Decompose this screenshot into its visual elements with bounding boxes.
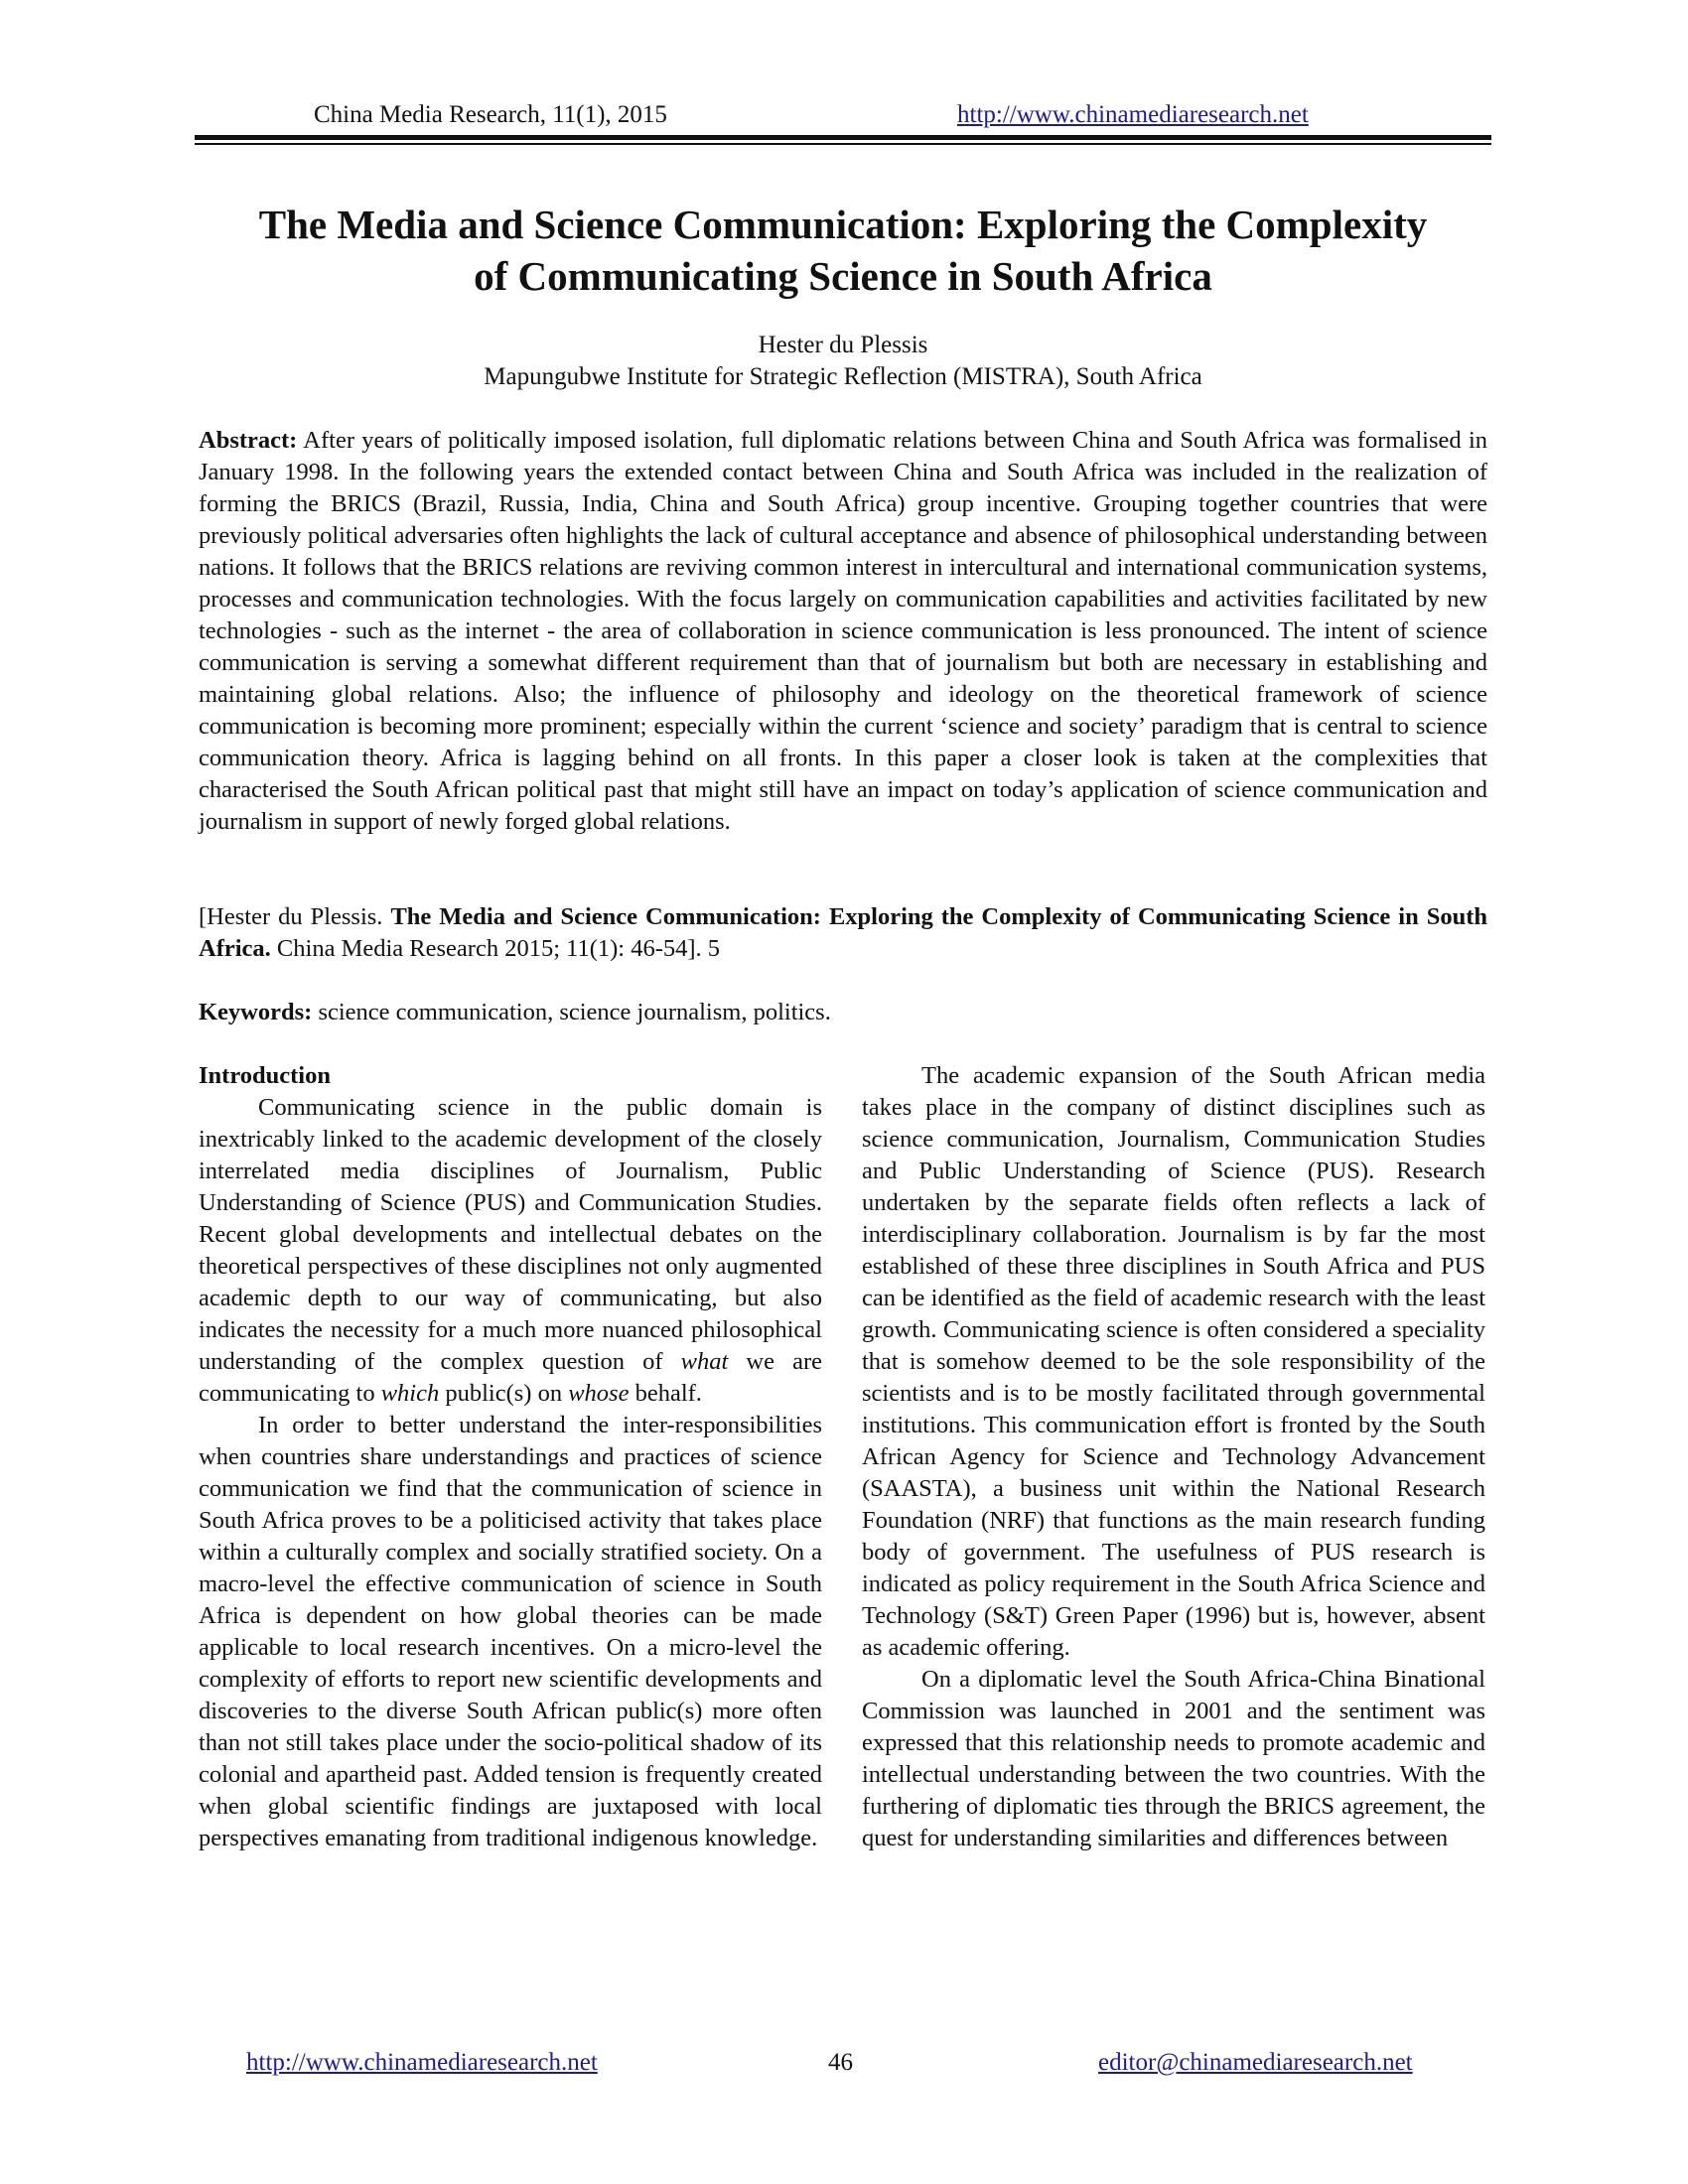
- keywords: [199, 997, 1487, 1028]
- page-number: 46: [828, 2049, 853, 2076]
- abstract-label: Abstract:: [199, 427, 298, 454]
- section-heading-introduction: Introduction: [199, 1062, 331, 1089]
- keywords-text: science communication, science journalism, politics.: [312, 999, 831, 1025]
- paper-title: [195, 199, 1491, 302]
- left-paragraph-1: [199, 1092, 822, 1410]
- right-paragraph-1: The academic expansion of the South African media takes place in the company of distinct disciplines such as science communication, Journalism, Communication Studies and Public Understanding of Science (PUS). Research undertaken by the separate fields often reflects a lack of interdisciplinary collaboration. Journalism is by far the most established of these three disciplines in South Africa and PUS can be identified as the field of academic research with the least growth. Communicating science is often considered a speciality that is somehow deemed to be the sole responsibility of the scientists and is to be mostly facilitated through governmental institutions. This communication effort is fronted by the South African Agency for Science and Technology Advancement (SAASTA), a business unit within the National Research Foundation (NRF) that functions as the main research funding body of government. The usefulness of PUS research is indicated as policy requirement in the South Africa Science and Technology (S&T) Green Paper (1996) but is, however, absent as academic offering.: [862, 1062, 1485, 1661]
- footer-journal-link[interactable]: http://www.chinamediaresearch.net: [246, 2049, 598, 2076]
- running-header: [195, 99, 1491, 135]
- footer-email-link[interactable]: editor@chinamediaresearch.net: [1098, 2049, 1413, 2076]
- journal-citation: China Media Research, 11(1), 2015: [314, 101, 667, 128]
- header-journal-link[interactable]: http://www.chinamediaresearch.net: [957, 101, 1309, 128]
- emphasis-what: what: [680, 1348, 729, 1375]
- right-column: [862, 1060, 1485, 1854]
- citation-prefix: [Hester du Plessis.: [199, 903, 391, 930]
- title-line-2: of Communicating Science in South Africa: [474, 253, 1212, 299]
- author-name: Hester du Plessis: [758, 332, 928, 358]
- title-line-1: The Media and Science Communication: Exploring the Complexity: [258, 202, 1428, 247]
- left-p1-text-b: we are communicating to: [199, 1348, 822, 1407]
- citation-suffix: China Media Research 2015; 11(1): 46-54]. 5: [270, 935, 721, 962]
- author-affiliation: Mapungubwe Institute for Strategic Reflection (MISTRA), South Africa: [484, 363, 1202, 390]
- left-p1-text-a: Communicating science in the public domain is inextricably linked to the academic development of the closely interrelated media disciplines of Journalism, Public Understanding of Science (PUS) and Communication Studies. Recent global developments and intellectual debates on the theoretical perspectives of these disciplines not only augmented academic depth to our way of communicating, but also indicates the necessity for a much more nuanced philosophical understanding of the complex question of: [199, 1094, 822, 1375]
- left-paragraph-2: In order to better understand the inter-responsibilities when countries share understandings and practices of science communication we find that the communication of science in South Africa proves to be a politicised activity that takes place within a culturally complex and socially stratified society. On a macro-level the effective communication of science in South Africa is dependent on how global theories can be made applicable to local research incentives. On a micro-level the complexity of efforts to report new scientific developments and discoveries to the diverse South African public(s) more often than not still takes place under the socio-political shadow of its colonial and apartheid past. Added tension is frequently created when global scientific findings are juxtaposed with local perspectives emanating from traditional indigenous knowledge.: [199, 1412, 822, 1851]
- abstract: [199, 425, 1487, 838]
- emphasis-whose: whose: [568, 1380, 630, 1407]
- right-paragraph-2: On a diplomatic level the South Africa-China Binational Commission was launched in 2001 and the sentiment was expressed that this relationship needs to promote academic and intellectual understanding between the two countries. With the furthering of diplomatic ties through the BRICS agreement, the quest for understanding similarities and differences between: [862, 1666, 1485, 1851]
- left-p1-text-c: public(s) on: [439, 1380, 569, 1407]
- left-p1-text-d: behalf.: [629, 1380, 702, 1407]
- left-column: [199, 1060, 822, 1854]
- header-rule-thin: [195, 143, 1491, 145]
- emphasis-which: which: [380, 1380, 440, 1407]
- citation-title: The Media and Science Communication: Exploring the Complexity of Communicating Science in South Africa.: [199, 903, 1487, 962]
- keywords-label: Keywords:: [199, 999, 313, 1025]
- abstract-text: After years of politically imposed isolation, full diplomatic relations between China and South Africa was formalised in January 1998. In the following years the extended contact between China and South Africa was included in the realization of forming the BRICS (Brazil, Russia, India, China and South Africa) group incentive. Grouping together countries that were previously political adversaries often highlights the lack of cultural acceptance and absence of philosophical understanding between nations. It follows that the BRICS relations are reviving common interest in intercultural and international communication systems, processes and communication technologies. With the focus largely on communication capabilities and activities facilitated by new technologies - such as the internet - the area of collaboration in science communication is less pronounced. The intent of science communication is serving a somewhat different requirement than that of journalism but both are necessary in establishing and maintaining global relations. Also; the influence of philosophy and ideology on the theoretical framework of science communication is becoming more prominent; especially within the current ‘science and society’ paradigm that is central to science communication theory. Africa is lagging behind on all fronts. In this paper a closer look is taken at the complexities that characterised the South African political past that might still have an impact on today’s application of science communication and journalism in support of newly forged global relations.: [199, 427, 1487, 835]
- page-footer: [195, 2049, 1491, 2085]
- header-rule-thick: [195, 135, 1491, 140]
- citation: [199, 901, 1487, 965]
